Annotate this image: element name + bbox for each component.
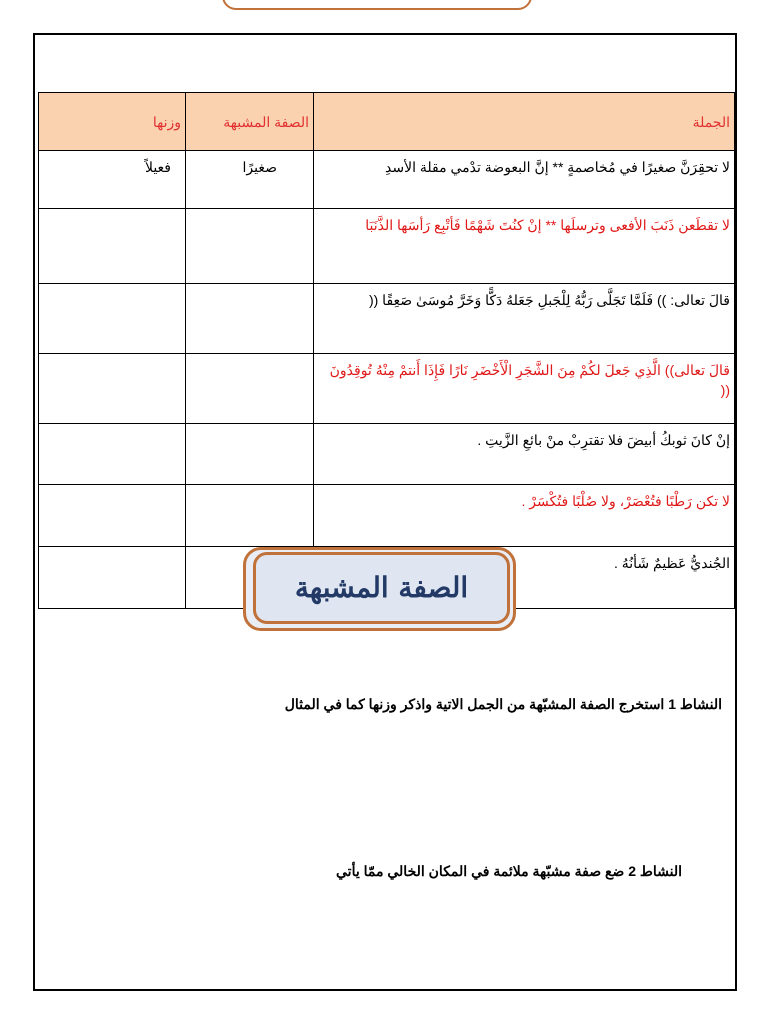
row-sentence: لا تقطَعن ذَنَبَ الأفعى وترسلَها ** إنْ كنُتَ شَهْمًا فَأتْبِع رَأسَها الذَّنَبَا <box>314 209 735 284</box>
row-sentence: قالَ تعالى: )) فَلَمَّا تَجَلَّى رَبُّهُ لِلْجَبلِ جَعَلهُ دَكًّا وَخَرَّ مُوسَىٰ صَعِقًا (( <box>314 284 735 354</box>
table-row <box>39 424 735 485</box>
row-sentence: قالَ تعالى)) الَّذِي جَعلَ لكُمْ مِنَ الشَّجَرِ الْأَخْضَرِ نَارًا فَإِذَا أَنتمْ مِنْهُ تُوقِدُونَ (( <box>314 354 735 424</box>
header-adjective: الصفة المشبهة <box>186 93 314 151</box>
row-pattern <box>39 354 186 424</box>
header-sentence: الجملة <box>314 93 735 151</box>
row-pattern <box>39 209 186 284</box>
table-row <box>39 209 735 284</box>
row-pattern <box>39 424 186 485</box>
row-adjective <box>186 284 314 354</box>
row-sentence: لا تكن رَطْبًا فتُعْصَرْ، ولا صُلْبًا فتُكْسَرْ . <box>314 485 735 547</box>
table-row <box>39 151 735 209</box>
activity-2-instruction: النشاط 2 ضع صفة مشبّهة ملائمة في المكان الخالي ممّا يأتي <box>336 863 682 879</box>
row-pattern <box>39 547 186 609</box>
row-pattern: فعيلاً <box>39 151 186 209</box>
activity-1-instruction: النشاط 1 استخرج الصفة المشبّهة من الجمل الاتية واذكر وزنها كما في المثال <box>284 696 722 712</box>
row-sentence: لا تحقِرَنَّ صغيرًا في مُخاصمةٍ ** إنَّ البعوضة تدْمي مقلة الأسدِ <box>314 151 735 209</box>
row-adjective <box>186 485 314 547</box>
row-sentence: الجُنديُّ عَظيمٌ شَأنُهُ . <box>314 547 735 609</box>
row-pattern <box>39 284 186 354</box>
lesson-title: الصفة المشبهة <box>294 571 469 604</box>
table-header-row <box>39 93 735 151</box>
table-row <box>39 354 735 424</box>
table-row <box>39 284 735 354</box>
top-tab-decoration <box>222 0 532 10</box>
row-adjective: صغيرًا <box>186 151 314 209</box>
title-callout <box>253 552 510 624</box>
header-pattern: وزنها <box>39 93 186 151</box>
table-row <box>39 485 735 547</box>
row-pattern <box>39 485 186 547</box>
row-sentence: إنْ كانَ ثوبكُ أبيضَ فلا تقترِبْ منْ بائعِ الزَّيتِ . <box>314 424 735 485</box>
examples-table <box>38 92 735 609</box>
row-adjective <box>186 424 314 485</box>
row-adjective <box>186 354 314 424</box>
row-adjective <box>186 209 314 284</box>
